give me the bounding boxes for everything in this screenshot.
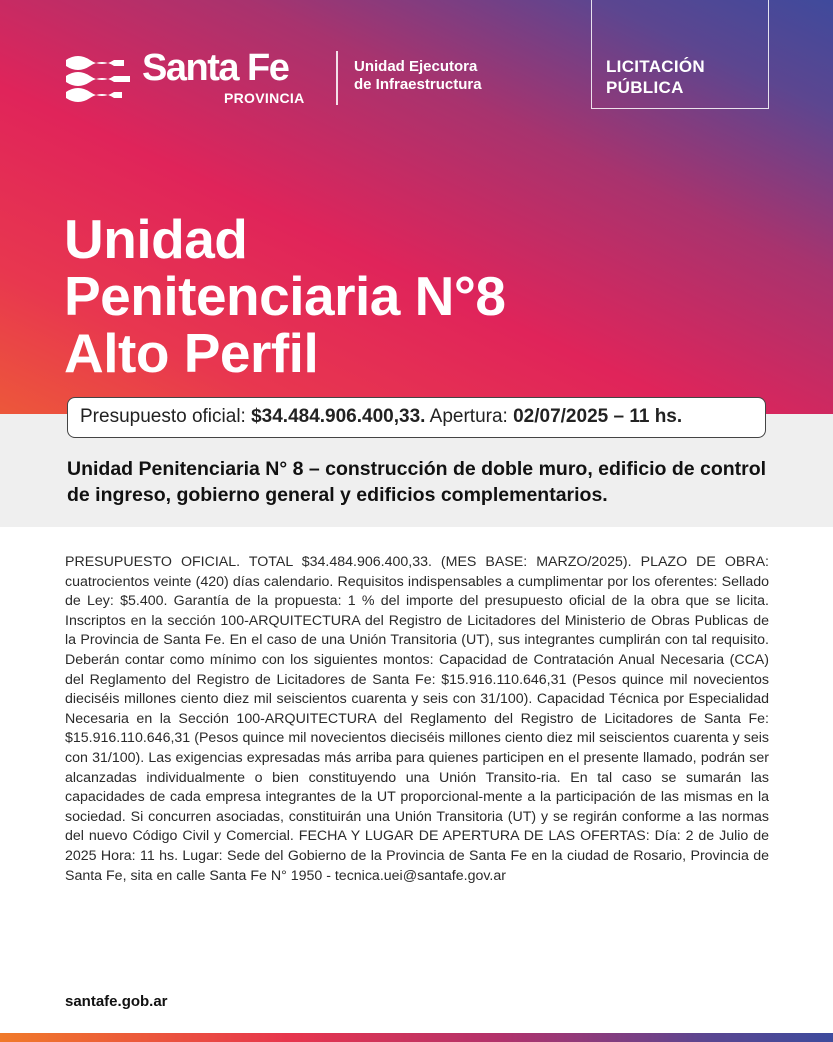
santa-fe-logo <box>64 46 314 108</box>
badge-line-1: LICITACIÓN <box>606 57 706 76</box>
page-title <box>64 208 506 384</box>
title-line-3: Alto Perfil <box>64 322 319 384</box>
budget-label: Presupuesto oficial: <box>80 406 252 427</box>
opening-label: Apertura: <box>425 406 514 427</box>
unit-line-2: de Infraestructura <box>354 76 482 93</box>
logo-subtitle: PROVINCIA <box>224 90 305 106</box>
budget-summary-box <box>67 397 766 438</box>
opening-date: 02/07/2025 – 11 hs. <box>513 406 683 427</box>
budget-amount: $34.484.906.400,33. <box>251 406 426 427</box>
title-line-1: Unidad <box>64 208 248 270</box>
tender-details-text: PRESUPUESTO OFICIAL. TOTAL $34.484.906.400,33. (MES BASE: MARZO/2025). PLAZO DE OBRA: cuatrocientos veinte (420) días calendario. Requisitos indispensables a cumplimentar por los oferentes: Sellado de Ley: $5.400. Garantía de la propuesta: 1 % del importe del presupuesto oficial de la obra que se licita. Inscriptos en la sección 100-ARQUITECTURA del Registro de Licitadores del Ministerio de Obras Publicas de la Provincia de Santa Fe. En el caso de una Unión Transitoria (UT), sus integrantes cumplirán con tal requisito. Deberán contar como mínimo con los siguientes montos: Capacidad de Contratación Anual Necesaria (CCA) del Reglamento del Registro de Licitadores de Santa Fe: $15.916.110.646,31 (Pesos quince mil novecientos dieciséis millones ciento diez mil seiscientos cuarenta y seis con 31/100). Capacidad Técnica por Especialidad Necesaria en la Sección 100-ARQUITECTURA del Reglamento del Registro de Licitadores de Santa Fe: $15.916.110.646,31 (Pesos quince mil novecientos dieciséis millones ciento diez mil seiscientos cuarenta y seis con 31/100). Las exigencias expresadas más arriba para quienes participen en el presente llamado, podrán ser alcanzadas individualmente o bien constituyendo una Unión Transito-ria. En tal caso se sumarán las capacidades de cada empresa integrantes de la UT proporcional-mente a la participación de las mismas en la sociedad. Si concurren asociadas, constituirán una Unión Transitoria (UT) y se regirán conforme a las normas del nuevo Código Civil y Comercial. FECHA Y LUGAR DE APERTURA DE LAS OFERTAS: Día: 2 de Julio de 2025 Hora: 11 hs. Lugar: Sede del Gobierno de la Provincia de Santa Fe en la ciudad de Rosario, Provincia de Santa Fe, sita en calle Santa Fe N° 1950 - tecnica.uei@santafe.gov.ar <box>65 554 769 884</box>
unit-line-1: Unidad Ejecutora <box>354 58 478 75</box>
licitacion-badge <box>591 0 769 109</box>
title-line-2: Penitenciaria N°8 <box>64 265 506 327</box>
unit-name <box>354 58 482 94</box>
santa-fe-flag-icon <box>64 52 130 104</box>
badge-line-2: PÚBLICA <box>606 78 684 97</box>
project-description: Unidad Penitenciaria N° 8 – construcción de doble muro, edificio de control de ingreso, gobierno general y edificios complementarios. <box>67 458 767 506</box>
header-divider <box>336 51 338 105</box>
licitacion-label <box>606 56 705 98</box>
bottom-gradient-bar <box>0 1033 833 1042</box>
website-link[interactable]: santafe.gob.ar <box>65 993 168 1010</box>
logo-wordmark: Santa Fe <box>142 47 289 89</box>
